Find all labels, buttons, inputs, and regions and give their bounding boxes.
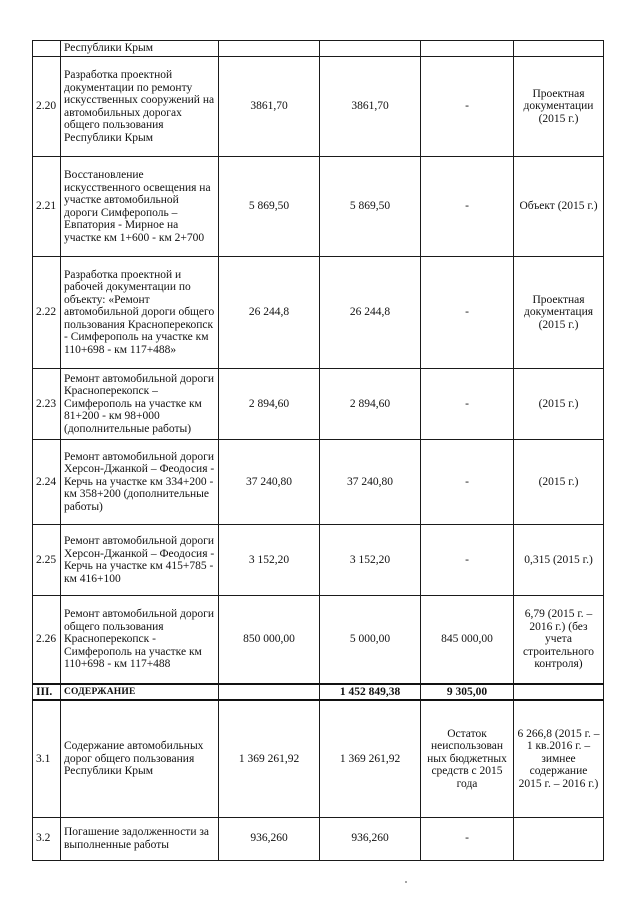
other-source-cell: - [421, 440, 514, 525]
budget-amount-cell: 5 000,00 [320, 596, 421, 684]
result-note-cell [514, 817, 604, 860]
budget-amount-cell: 5 869,50 [320, 157, 421, 257]
row-number-cell: 2.26 [33, 596, 61, 684]
row-number-cell: 3.1 [33, 700, 61, 817]
table-row [33, 817, 604, 860]
work-name-cell: Погашение задолженности за выполненные работы [61, 817, 219, 860]
row-number-cell: 2.22 [33, 257, 61, 369]
table-row [33, 41, 604, 57]
result-note-cell: Объект (2015 г.) [514, 157, 604, 257]
work-name-cell: Восстановление искусственного освещения на участке автомобильной дороги Симферополь –Евпатория - Мирное на участке км 1+600 - км 2+700 [61, 157, 219, 257]
total-amount-cell: 3861,70 [219, 57, 320, 157]
total-amount-cell: 2 894,60 [219, 369, 320, 440]
result-note-cell: 6 266,8 (2015 г. – 1 кв.2016 г. – зимнее содержание 2015 г. – 2016 г.) [514, 700, 604, 817]
other-source-cell: - [421, 525, 514, 596]
budget-amount-cell: 2 894,60 [320, 369, 421, 440]
work-name-cell: Разработка проектной и рабочей документации по объекту: «Ремонт автомобильной дороги общего пользования Красноперекопск - Симферополь на участке км 110+698 - км 117+488» [61, 257, 219, 369]
table-row [33, 596, 604, 684]
result-note-cell: 6,79 (2015 г. – 2016 г.) (без учета строительного контроля) [514, 596, 604, 684]
total-amount-cell [219, 41, 320, 57]
work-name-cell: Республики Крым [61, 41, 219, 57]
work-name-cell: Содержание автомобильных дорог общего пользования Республики Крым [61, 700, 219, 817]
row-number-cell: 2.20 [33, 57, 61, 157]
total-amount-cell [219, 684, 320, 701]
work-name-cell: СОДЕРЖАНИЕ [61, 684, 219, 701]
budget-amount-cell: 936,260 [320, 817, 421, 860]
work-name-cell: Разработка проектной документации по ремонту искусственных сооружений на автомобильных дорогах общего пользования Республики Крым [61, 57, 219, 157]
table-row [33, 440, 604, 525]
row-number-cell: 2.25 [33, 525, 61, 596]
row-number-cell: 2.23 [33, 369, 61, 440]
table-row [33, 157, 604, 257]
table-row [33, 700, 604, 817]
row-number-cell [33, 41, 61, 57]
table-row [33, 257, 604, 369]
total-amount-cell: 5 869,50 [219, 157, 320, 257]
table-row [33, 369, 604, 440]
total-amount-cell: 3 152,20 [219, 525, 320, 596]
result-note-cell [514, 684, 604, 701]
total-amount-cell: 26 244,8 [219, 257, 320, 369]
budget-amount-cell: 3 152,20 [320, 525, 421, 596]
result-note-cell: (2015 г.) [514, 369, 604, 440]
result-note-cell: Проектная документация (2015 г.) [514, 257, 604, 369]
other-source-cell: 845 000,00 [421, 596, 514, 684]
total-amount-cell: 1 369 261,92 [219, 700, 320, 817]
budget-amount-cell [320, 41, 421, 57]
other-source-cell: - [421, 257, 514, 369]
section-row [33, 684, 604, 701]
budget-amount-cell: 26 244,8 [320, 257, 421, 369]
table-row [33, 525, 604, 596]
total-amount-cell: 936,260 [219, 817, 320, 860]
budget-amount-cell: 1 369 261,92 [320, 700, 421, 817]
result-note-cell: Проектная документации (2015 г.) [514, 57, 604, 157]
work-name-cell: Ремонт автомобильной дороги Красноперекопск – Симферополь на участке км 81+200 - км 98+000 (дополнительные работы) [61, 369, 219, 440]
result-note-cell [514, 41, 604, 57]
result-note-cell: 0,315 (2015 г.) [514, 525, 604, 596]
work-name-cell: Ремонт автомобильной дороги общего пользования Красноперекопск - Симферополь на участке км 110+698 - км 117+488 [61, 596, 219, 684]
other-source-cell: 9 305,00 [421, 684, 514, 701]
other-source-cell: Остаток неиспользован ных бюджетных средств с 2015 года [421, 700, 514, 817]
result-note-cell: (2015 г.) [514, 440, 604, 525]
budget-amount-cell: 1 452 849,38 [320, 684, 421, 701]
other-source-cell [421, 41, 514, 57]
other-source-cell: - [421, 157, 514, 257]
total-amount-cell: 37 240,80 [219, 440, 320, 525]
other-source-cell: - [421, 369, 514, 440]
row-number-cell: 3.2 [33, 817, 61, 860]
budget-amount-cell: 3861,70 [320, 57, 421, 157]
other-source-cell: - [421, 57, 514, 157]
work-name-cell: Ремонт автомобильной дороги Херсон-Джанкой – Феодосия - Керчь на участке км 415+785 - км 416+100 [61, 525, 219, 596]
total-amount-cell: 850 000,00 [219, 596, 320, 684]
row-number-cell: 2.24 [33, 440, 61, 525]
scan-speck [405, 881, 407, 883]
budget-table [32, 40, 604, 861]
other-source-cell: - [421, 817, 514, 860]
row-number-cell: 2.21 [33, 157, 61, 257]
work-name-cell: Ремонт автомобильной дороги Херсон-Джанкой – Феодосия - Керчь на участке км 334+200 - км 358+200 (дополнительные работы) [61, 440, 219, 525]
row-number-cell: III. [33, 684, 61, 701]
table-row [33, 57, 604, 157]
budget-amount-cell: 37 240,80 [320, 440, 421, 525]
